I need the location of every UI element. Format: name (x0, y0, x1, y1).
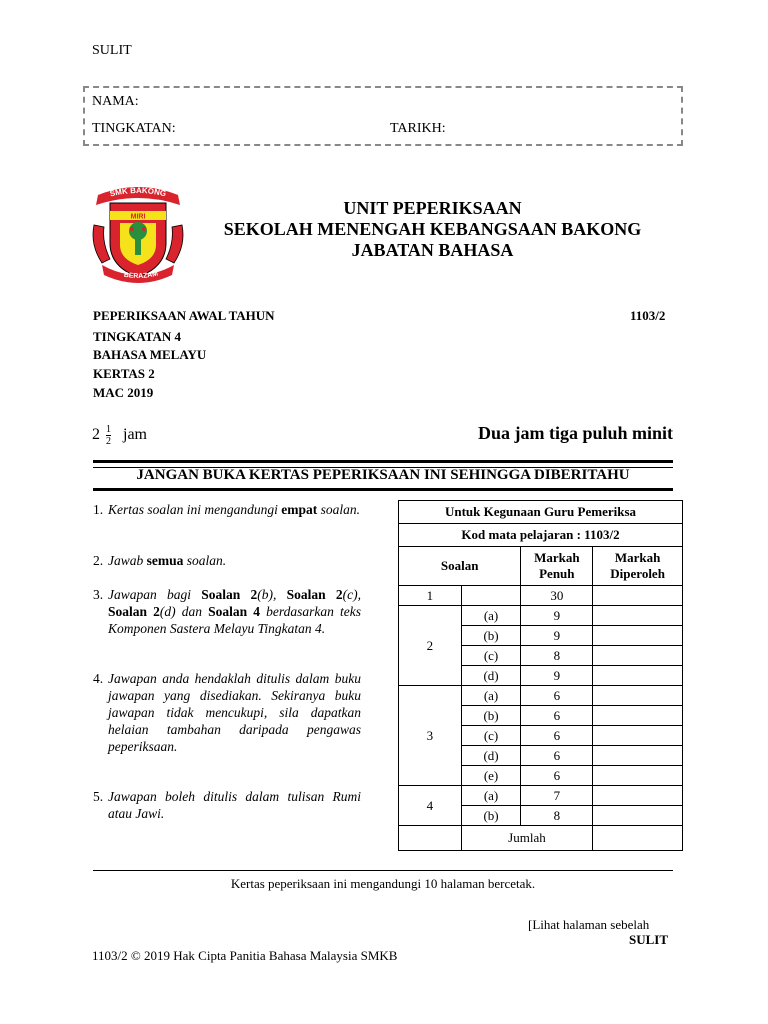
question-part: (b) (461, 806, 521, 826)
question-part: (d) (461, 666, 521, 686)
department-name: JABATAN BAHASA (351, 240, 514, 260)
instruction-bold: Soalan 4 (208, 604, 261, 619)
instruction-item (93, 788, 361, 822)
footer-divider (93, 870, 673, 871)
crest-bottom-text: BERAZAM (123, 270, 159, 281)
instruction-text: (c), (342, 587, 361, 602)
marks-obtained-cell[interactable] (593, 606, 683, 626)
question-part: (c) (461, 726, 521, 746)
duration-unit: jam (123, 426, 147, 444)
sulit-label-top: SULIT (92, 43, 132, 58)
instruction-number: 3. (93, 587, 104, 602)
question-number: 1 (399, 586, 462, 606)
instruction-text: Jawapan bagi (108, 587, 202, 602)
exam-paper: KERTAS 2 (93, 366, 155, 381)
instruction-text: Jawab (108, 553, 147, 568)
instruction-text: Kertas soalan ini mengandungi (108, 502, 282, 517)
instruction-item (93, 501, 361, 518)
duration-whole: 2 (92, 426, 100, 444)
exam-form: TINGKATAN 4 (93, 329, 181, 344)
total-label: Jumlah (461, 826, 593, 851)
full-marks: 6 (521, 686, 593, 706)
full-marks: 6 (521, 766, 593, 786)
col-markah-penuh: Markah Penuh (521, 547, 593, 586)
crest-band-text: MIRI (130, 213, 146, 221)
marks-obtained-cell[interactable] (593, 586, 683, 606)
instruction-item (93, 670, 361, 755)
instruction-bold: Soalan 2 (286, 587, 343, 602)
nama-label: NAMA: (92, 94, 139, 109)
marks-table (398, 500, 683, 851)
question-part: (c) (461, 646, 521, 666)
tingkatan-label: TINGKATAN: (92, 121, 176, 136)
col-markah-diperoleh: Markah Diperoleh (593, 547, 683, 586)
paper-code: 1103/2 (630, 308, 666, 323)
instruction-bold: Soalan 2 (108, 604, 160, 619)
marks-obtained-cell[interactable] (593, 646, 683, 666)
table-title: Untuk Kegunaan Guru Pemeriksa (399, 501, 683, 524)
marks-obtained-cell[interactable] (593, 766, 683, 786)
exam-subject: BAHASA MELAYU (93, 347, 207, 362)
table-code: Kod mata pelajaran : 1103/2 (399, 524, 683, 547)
question-number: 2 (399, 606, 462, 686)
question-part: (b) (461, 626, 521, 646)
full-marks: 6 (521, 726, 593, 746)
question-part: (a) (461, 606, 521, 626)
marks-obtained-cell[interactable] (593, 786, 683, 806)
full-marks: 9 (521, 666, 593, 686)
question-part: (e) (461, 766, 521, 786)
full-marks: 8 (521, 806, 593, 826)
question-part (461, 586, 521, 606)
student-id-box (83, 86, 683, 146)
page-count-note: Kertas peperiksaan ini mengandungi 10 halaman bercetak. (230, 876, 536, 891)
instruction-number: 1. (93, 502, 104, 517)
instruction-text: soalan. (183, 553, 227, 568)
sulit-label-bottom: SULIT (629, 932, 669, 947)
marks-obtained-cell[interactable] (593, 726, 683, 746)
instruction-item (93, 586, 361, 637)
duration-denominator: 2 (106, 436, 111, 447)
exam-name: PEPERIKSAAN AWAL TAHUN (93, 308, 275, 323)
instruction-text: Jawapan anda hendaklah ditulis dalam buku jawapan yang disediakan. Sekiranya buku jawapan tidak mencukupi, sila dapatkan helaian tambahan daripada pengawas peperiksaan. (108, 671, 361, 754)
instruction-number: 2. (93, 553, 104, 568)
duration-fraction (92, 424, 147, 447)
instruction-bold: Soalan 2 (201, 587, 258, 602)
instruction-text: (b), (257, 587, 287, 602)
marks-obtained-cell[interactable] (593, 626, 683, 646)
instruction-text: (d) dan (159, 604, 209, 619)
duration-numerator: 1 (106, 424, 111, 435)
unit-title: UNIT PEPERIKSAAN (343, 198, 522, 218)
full-marks: 8 (521, 646, 593, 666)
instruction-bold: empat (281, 502, 318, 517)
total-spacer (399, 826, 462, 851)
question-part: (b) (461, 706, 521, 726)
school-name: SEKOLAH MENENGAH KEBANGSAAN BAKONG (223, 219, 642, 239)
question-part: (a) (461, 686, 521, 706)
marks-obtained-cell[interactable] (593, 666, 683, 686)
full-marks: 9 (521, 606, 593, 626)
instruction-number: 4. (93, 671, 104, 686)
col-soalan: Soalan (399, 547, 521, 586)
full-marks: 6 (521, 706, 593, 726)
question-part: (d) (461, 746, 521, 766)
instruction-text: Jawapan boleh ditulis dalam tulisan Rumi atau Jawi. (108, 789, 361, 821)
marks-obtained-cell[interactable] (593, 686, 683, 706)
full-marks: 6 (521, 746, 593, 766)
divider-bottom (93, 488, 673, 491)
next-page-note: [Lihat halaman sebelah (528, 917, 650, 932)
exam-date: MAC 2019 (93, 385, 154, 400)
question-number: 4 (399, 786, 462, 826)
copyright-line: 1103/2 © 2019 Hak Cipta Panitia Bahasa Malaysia SMKB (92, 948, 398, 963)
instruction-text: berdasarkan teks Komponen Sastera Melayu Tingkatan 4. (108, 604, 361, 636)
question-number: 3 (399, 686, 462, 786)
full-marks: 9 (521, 626, 593, 646)
instruction-text: soalan. (317, 502, 361, 517)
marks-obtained-cell[interactable] (593, 806, 683, 826)
question-part: (a) (461, 786, 521, 806)
marks-obtained-cell[interactable] (593, 706, 683, 726)
instruction-item (93, 552, 361, 569)
instruction-bold: semua (146, 553, 184, 568)
full-marks: 7 (521, 786, 593, 806)
duration-words: Dua jam tiga puluh minit (478, 423, 674, 443)
instruction-number: 5. (93, 789, 104, 804)
full-marks: 30 (521, 586, 593, 606)
crest-top-text: SMK BAKONG (108, 185, 168, 199)
total-marks-cell[interactable] (593, 826, 683, 851)
warning-text: JANGAN BUKA KERTAS PEPERIKSAAN INI SEHINGGA DIBERITAHU (136, 467, 630, 483)
tarikh-label: TARIKH: (390, 121, 446, 136)
marks-obtained-cell[interactable] (593, 746, 683, 766)
